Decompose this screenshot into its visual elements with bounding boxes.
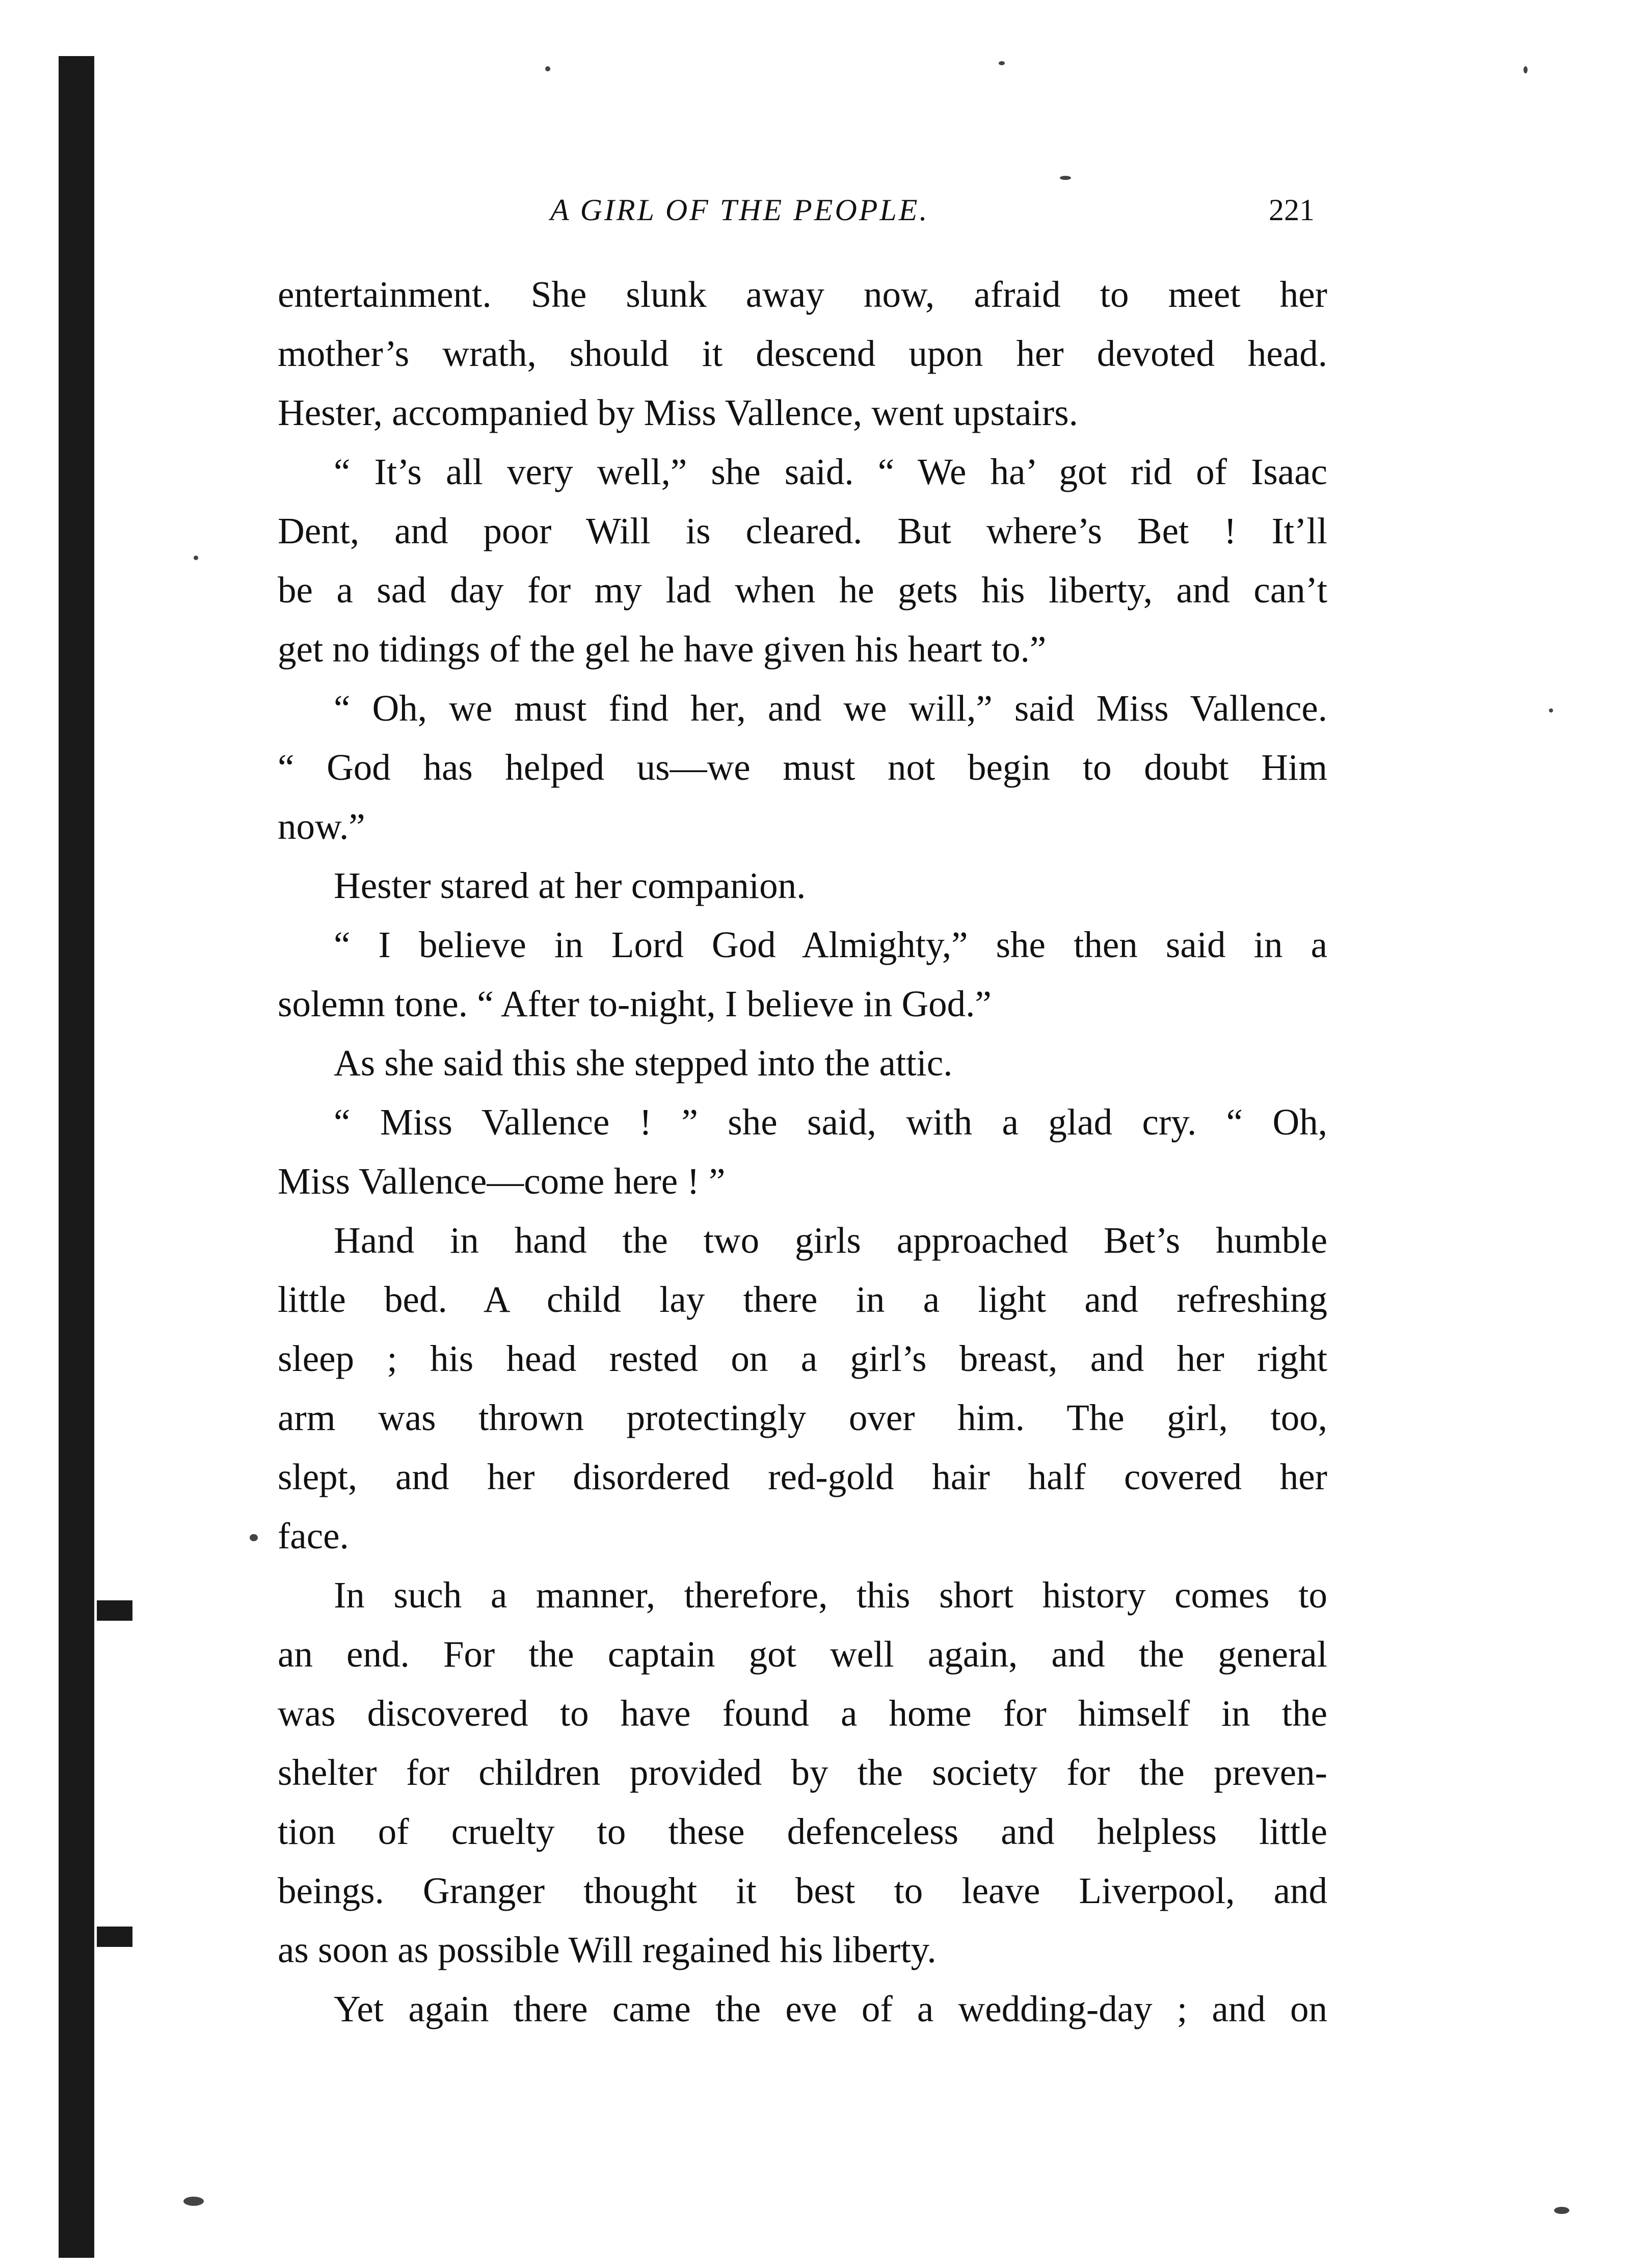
text-line: mother’s wrath, should it descend upon her devoted head. [278,333,1327,374]
text-line: get no tidings of the gel he have given his heart to.” [278,628,1047,670]
scan-speck [1549,708,1553,713]
binding-tab [97,1927,132,1947]
text-line: Miss Vallence—come here ! ” [278,1161,726,1202]
scan-speck [1554,2207,1569,2214]
text-line: “ Oh, we must find her, and we will,” said Miss Vallence. [334,688,1327,729]
text-line: as soon as possible Will regained his liberty. [278,1929,937,1970]
scan-speck [1523,66,1528,73]
text-line: little bed. A child lay there in a light and refreshing [278,1279,1327,1320]
text-line: now.” [278,806,365,847]
text-line: tion of cruelty to these defenceless and helpless little [278,1811,1327,1852]
text-line: be a sad day for my lad when he gets his liberty, and can’t [278,569,1327,611]
text-line: Hand in hand the two girls approached Bet’s humble [334,1220,1327,1261]
text-line: solemn tone. “ After to-night, I believe in God.” [278,983,992,1024]
text-line: arm was thrown protectingly over him. The girl, too, [278,1397,1327,1438]
scan-speck [194,556,198,560]
text-line: “ God has helped us—we must not begin to doubt Him [278,747,1327,788]
text-line: entertainment. She slunk away now, afraid to meet her [278,274,1327,315]
scan-speck [999,61,1005,65]
text-line: Hester stared at her companion. [334,865,806,906]
text-line: was discovered to have found a home for himself in the [278,1693,1327,1734]
scan-speck [1060,176,1071,180]
scan-speck [250,1534,258,1541]
text-line: Hester, accompanied by Miss Vallence, went upstairs. [278,392,1078,433]
text-line: Dent, and poor Will is cleared. But where’s Bet ! It’ll [278,510,1327,551]
scan-speck [183,2197,204,2206]
text-line: “ It’s all very well,” she said. “ We ha’ got rid of Isaac [334,451,1327,492]
binding-tab [97,1600,132,1621]
text-line: sleep ; his head rested on a girl’s breast, and her right [278,1338,1327,1379]
body-text [278,265,1327,2039]
text-line: slept, and her disordered red-gold hair half covered her [278,1456,1327,1497]
text-line: In such a manner, therefore, this short history comes to [334,1574,1327,1616]
text-line: “ Miss Vallence ! ” she said, with a glad cry. “ Oh, [334,1101,1327,1143]
text-line: shelter for children provided by the society for the preven- [278,1752,1327,1793]
text-line: Yet again there came the eve of a wedding-day ; and on [334,1988,1327,2029]
text-line: “ I believe in Lord God Almighty,” she then said in a [334,924,1327,965]
running-title: A GIRL OF THE PEOPLE. [550,193,929,227]
binding-edge [59,56,94,2258]
page-number: 221 [1269,193,1315,227]
text-line: beings. Granger thought it best to leave Liverpool, and [278,1870,1327,1911]
text-line: face. [278,1515,349,1557]
text-line: As she said this she stepped into the attic. [334,1042,953,1084]
text-line: an end. For the captain got well again, and the general [278,1633,1327,1675]
scan-speck [545,66,550,71]
